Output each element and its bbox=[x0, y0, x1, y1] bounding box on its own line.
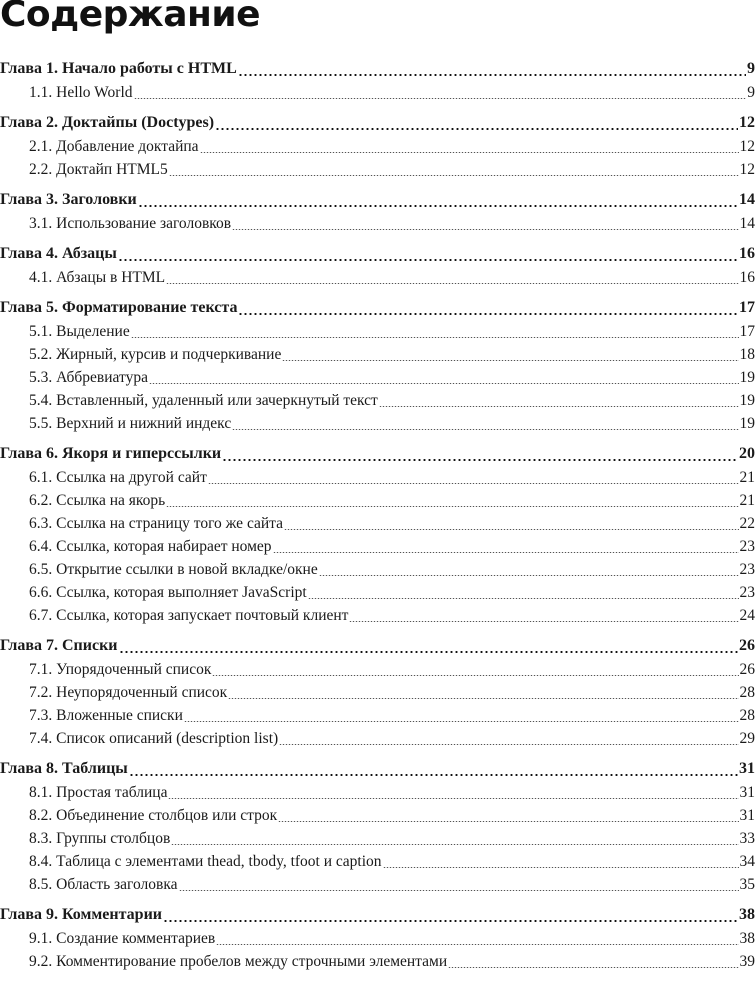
toc-entry-label: 7.2. Неупорядоченный список bbox=[29, 684, 228, 701]
dot-leader bbox=[166, 489, 738, 512]
toc-section-entry[interactable] bbox=[0, 950, 755, 973]
dot-leader bbox=[383, 850, 739, 873]
toc-entry-label: 6.4. Ссылка, которая набирает номер bbox=[29, 538, 272, 555]
dot-leader bbox=[179, 873, 739, 896]
toc-entry-label: 9.1. Создание комментариев bbox=[29, 930, 216, 947]
toc-section-entry[interactable] bbox=[0, 320, 755, 343]
toc-section-entry[interactable] bbox=[0, 704, 755, 727]
toc-page-number: 19 bbox=[739, 415, 755, 432]
toc-entry-label: Глава 6. Якоря и гиперссылки bbox=[0, 445, 222, 462]
toc-section-entry[interactable] bbox=[0, 873, 755, 896]
dot-leader bbox=[216, 927, 738, 950]
toc-entry-label: 6.1. Ссылка на другой сайт bbox=[29, 469, 207, 486]
toc-section-entry[interactable] bbox=[0, 489, 755, 512]
toc-entry-label: 8.5. Область заголовка bbox=[29, 876, 178, 893]
toc-section-entry[interactable] bbox=[0, 466, 755, 489]
toc-page-number: 17 bbox=[739, 299, 755, 316]
toc-section-entry[interactable] bbox=[0, 658, 755, 681]
toc-entry-label: 5.2. Жирный, курсив и подчеркивание bbox=[29, 346, 282, 363]
toc-section-entry[interactable] bbox=[0, 558, 755, 581]
toc-page-number: 31 bbox=[739, 760, 755, 777]
toc-page-number: 16 bbox=[739, 245, 755, 262]
toc-section-entry[interactable] bbox=[0, 804, 755, 827]
toc-page-number: 21 bbox=[739, 469, 755, 486]
toc-entry-label: Глава 5. Форматирование текста bbox=[0, 299, 238, 316]
dot-leader bbox=[238, 296, 738, 320]
toc-section-entry[interactable] bbox=[0, 512, 755, 535]
toc-entry-label: 6.3. Ссылка на страницу того же сайта bbox=[29, 515, 284, 532]
toc-chapter-entry[interactable] bbox=[0, 757, 755, 781]
toc-entry-label: 5.5. Верхний и нижний индекс bbox=[29, 415, 232, 432]
toc-entry-label: 8.1. Простая таблица bbox=[29, 784, 168, 801]
toc-page-number: 19 bbox=[739, 369, 755, 386]
toc-page-number: 12 bbox=[739, 161, 755, 178]
dot-leader bbox=[129, 757, 738, 781]
toc-page-number: 34 bbox=[739, 853, 755, 870]
toc-entry-label: 9.2. Комментирование пробелов между строчными элементами bbox=[29, 953, 448, 970]
toc-entry-label: 6.5. Открытие ссылки в новой вкладке/окне bbox=[29, 561, 318, 578]
toc-chapter-entry[interactable] bbox=[0, 442, 755, 466]
toc-page-number: 39 bbox=[739, 953, 755, 970]
toc-section-entry[interactable] bbox=[0, 781, 755, 804]
toc-section-entry[interactable] bbox=[0, 135, 755, 158]
dot-leader bbox=[232, 212, 738, 235]
dot-leader bbox=[131, 320, 739, 343]
toc-page-number: 23 bbox=[739, 584, 755, 601]
dot-leader bbox=[284, 512, 738, 535]
toc-entry-label: 2.1. Добавление доктайпа bbox=[29, 138, 199, 155]
dot-leader bbox=[169, 158, 739, 181]
dot-leader bbox=[273, 535, 739, 558]
toc-entry-label: Глава 7. Списки bbox=[0, 637, 118, 654]
toc-section-entry[interactable] bbox=[0, 212, 755, 235]
toc-page-number: 12 bbox=[739, 138, 755, 155]
toc-page-number: 21 bbox=[739, 492, 755, 509]
toc-page-number: 19 bbox=[739, 392, 755, 409]
toc-section-entry[interactable] bbox=[0, 81, 755, 104]
toc-chapter-entry[interactable] bbox=[0, 634, 755, 658]
toc-page-number: 31 bbox=[739, 784, 755, 801]
dot-leader bbox=[119, 634, 738, 658]
toc-chapter-entry[interactable] bbox=[0, 188, 755, 212]
dot-leader bbox=[349, 604, 738, 627]
toc-page-number: 23 bbox=[739, 538, 755, 555]
toc-entry-label: Глава 9. Комментарии bbox=[0, 906, 162, 923]
toc-entry-label: 8.2. Объединение столбцов или строк bbox=[29, 807, 278, 824]
toc-page-number: 18 bbox=[739, 346, 755, 363]
toc-entry-label: 8.4. Таблица с элементами thead, tbody, tfoot и caption bbox=[29, 853, 382, 870]
toc-section-entry[interactable] bbox=[0, 604, 755, 627]
toc-chapter-entry[interactable] bbox=[0, 296, 755, 320]
dot-leader bbox=[200, 135, 739, 158]
toc-entry-label: 5.4. Вставленный, удаленный или зачеркнутый текст bbox=[29, 392, 378, 409]
dot-leader bbox=[212, 658, 738, 681]
toc-page-number: 14 bbox=[739, 191, 755, 208]
toc-entry-label: 1.1. Hello World bbox=[29, 84, 133, 101]
toc-page-number: 9 bbox=[747, 60, 755, 77]
dot-leader bbox=[278, 804, 738, 827]
toc-section-entry[interactable] bbox=[0, 581, 755, 604]
toc-page-number: 20 bbox=[739, 445, 755, 462]
toc-chapter-entry[interactable] bbox=[0, 57, 755, 81]
toc-entry-label: 6.2. Ссылка на якорь bbox=[29, 492, 166, 509]
toc-chapter-entry[interactable] bbox=[0, 242, 755, 266]
toc-page-number: 29 bbox=[739, 730, 755, 747]
toc-page-number: 14 bbox=[739, 215, 755, 232]
toc-entry-label: 6.7. Ссылка, которая запускает почтовый клиент bbox=[29, 607, 349, 624]
toc-entry-label: 3.1. Использование заголовков bbox=[29, 215, 232, 232]
toc-entry-label: Глава 8. Таблицы bbox=[0, 760, 128, 777]
toc-section-entry[interactable] bbox=[0, 535, 755, 558]
dot-leader bbox=[215, 111, 738, 135]
dot-leader bbox=[208, 466, 739, 489]
dot-leader bbox=[308, 581, 739, 604]
toc-section-entry[interactable] bbox=[0, 366, 755, 389]
dot-leader bbox=[238, 57, 746, 81]
toc-section-entry[interactable] bbox=[0, 827, 755, 850]
toc-entry-label: 7.3. Вложенные списки bbox=[29, 707, 183, 724]
toc-page-number: 12 bbox=[739, 114, 755, 131]
dot-leader bbox=[232, 412, 738, 435]
dot-leader bbox=[184, 704, 739, 727]
table-of-contents bbox=[0, 57, 755, 973]
toc-entry-label: Глава 3. Заголовки bbox=[0, 191, 137, 208]
toc-page-number: 28 bbox=[739, 707, 755, 724]
dot-leader bbox=[171, 827, 738, 850]
toc-entry-label: 4.1. Абзацы в HTML bbox=[29, 269, 166, 286]
dot-leader bbox=[319, 558, 739, 581]
dot-leader bbox=[168, 781, 738, 804]
toc-section-entry[interactable] bbox=[0, 389, 755, 412]
dot-leader bbox=[228, 681, 738, 704]
toc-page-number: 33 bbox=[739, 830, 755, 847]
dot-leader bbox=[138, 188, 738, 212]
toc-page-number: 16 bbox=[739, 269, 755, 286]
toc-page-number: 26 bbox=[739, 661, 755, 678]
toc-entry-label: 7.4. Список описаний (description list) bbox=[29, 730, 279, 747]
dot-leader bbox=[379, 389, 739, 412]
toc-entry-label: 6.6. Ссылка, которая выполняет JavaScript bbox=[29, 584, 307, 601]
toc-page-number: 17 bbox=[739, 323, 755, 340]
toc-section-entry[interactable] bbox=[0, 681, 755, 704]
toc-page-number: 38 bbox=[739, 906, 755, 923]
toc-page-number: 24 bbox=[739, 607, 755, 624]
dot-leader bbox=[166, 266, 738, 289]
dot-leader bbox=[134, 81, 747, 104]
toc-page-number: 26 bbox=[739, 637, 755, 654]
dot-leader bbox=[279, 727, 738, 750]
toc-chapter-entry[interactable] bbox=[0, 111, 755, 135]
toc-entry-label: 2.2. Доктайп HTML5 bbox=[29, 161, 168, 178]
toc-page-number: 35 bbox=[739, 876, 755, 893]
toc-section-entry[interactable] bbox=[0, 927, 755, 950]
dot-leader bbox=[282, 343, 738, 366]
dot-leader bbox=[448, 950, 738, 973]
toc-page-number: 28 bbox=[739, 684, 755, 701]
toc-entry-label: Глава 1. Начало работы с HTML bbox=[0, 60, 237, 77]
toc-section-entry[interactable] bbox=[0, 727, 755, 750]
toc-page-number: 9 bbox=[747, 84, 755, 101]
toc-section-entry[interactable] bbox=[0, 158, 755, 181]
toc-page-number: 22 bbox=[739, 515, 755, 532]
toc-entry-label: Глава 4. Абзацы bbox=[0, 245, 117, 262]
dot-leader bbox=[149, 366, 739, 389]
toc-section-entry[interactable] bbox=[0, 850, 755, 873]
toc-page-number: 38 bbox=[739, 930, 755, 947]
dot-leader bbox=[222, 442, 738, 466]
toc-section-entry[interactable] bbox=[0, 343, 755, 366]
toc-entry-label: 7.1. Упорядоченный список bbox=[29, 661, 212, 678]
toc-entry-label: 5.3. Аббревиатура bbox=[29, 369, 148, 386]
toc-section-entry[interactable] bbox=[0, 266, 755, 289]
toc-chapter-entry[interactable] bbox=[0, 903, 755, 927]
dot-leader bbox=[118, 242, 738, 266]
toc-page-number: 31 bbox=[739, 807, 755, 824]
toc-entry-label: 5.1. Выделение bbox=[29, 323, 130, 340]
dot-leader bbox=[163, 903, 738, 927]
toc-entry-label: Глава 2. Доктайпы (Doctypes) bbox=[0, 114, 215, 131]
toc-entry-label: 8.3. Группы столбцов bbox=[29, 830, 171, 847]
toc-page-number: 23 bbox=[739, 561, 755, 578]
toc-section-entry[interactable] bbox=[0, 412, 755, 435]
page-title: Содержание bbox=[0, 0, 261, 35]
